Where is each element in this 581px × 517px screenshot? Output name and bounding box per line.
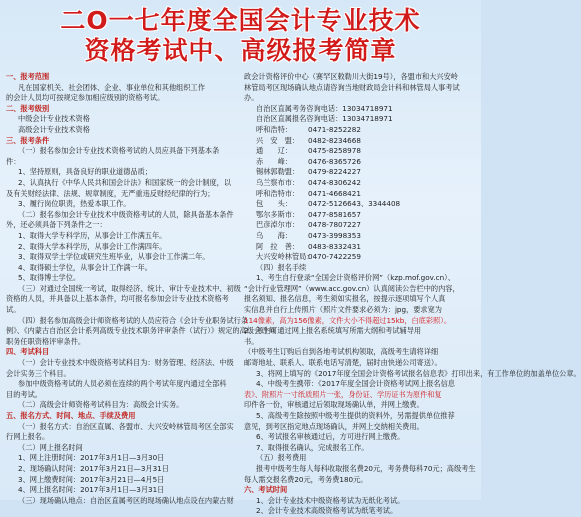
phone-row	[244, 157, 476, 168]
phone-region: 巴彦淖尔市：	[256, 220, 300, 230]
text-line: 5、取得博士学位。	[18, 273, 81, 283]
text-line: 每人需交报名费20元，考务费180元。	[244, 474, 368, 484]
section-heading: 二、报考级别	[6, 103, 50, 113]
text-line: 1、取得大学专科学历，从事会计工作满五年。	[18, 230, 167, 240]
phone-number: 0471-4668421	[308, 188, 361, 198]
text-line: 政会计资格评价中心（赛罕区敕勒川大街19号），各盟市和大兴安岭	[244, 72, 458, 81]
phone-number: 0478-7807227	[308, 220, 361, 230]
phone-row	[244, 136, 476, 147]
text-line: 4、中级考生携带：《2017年度全国会计资格考试网上报名信息	[256, 379, 455, 389]
text-line: 意见，到考区指定地点现场确认，并网上交纳相关费用。	[244, 421, 424, 431]
text-line: 例》、《内蒙古自治区会计系列高级专业技术职务评审条件（试行）》规定的高级会计师	[6, 326, 276, 336]
title-line-2: 资格考试中、高级报考简章	[84, 36, 397, 65]
phone-row	[244, 146, 476, 157]
phone-region: 乌 海：	[256, 230, 292, 240]
section-heading: 一、报考范围	[6, 72, 50, 81]
text-line: 1、考生自行登录“全国会计资格评价网”（kzp.mof.gov.cn）、	[256, 273, 455, 283]
text-line: 外，还必须具备下列条件之一：	[6, 220, 107, 230]
phone-number: 0470-7422259	[308, 252, 361, 262]
text-line: （五）报考费用	[256, 453, 307, 463]
phone-row	[244, 125, 476, 136]
phone-region: 赤 峰：	[256, 156, 292, 166]
phone-region: 呼和浩特市：	[256, 188, 300, 198]
text-line: 林管局考区现场确认地点请咨询当地财政局会计科和林管局人事考试	[244, 82, 460, 92]
text-line: 实信息并自行上传照片（照片文件要求必须为：jpg，要求宽为	[244, 305, 442, 315]
text-line: 7、取得报名确认，完成报名工作。	[256, 442, 369, 452]
text-line: （一）报名方式：自治区直属、各盟市、大兴安岭林管局考区全部实	[18, 421, 234, 431]
text-line: 报名须知、报名信息，考生须如实报名，按提示逐项填写个人真	[244, 294, 446, 304]
section-heading: 六、考试时间	[244, 485, 288, 495]
text-line: 5、高级考生除按照中级考生提供的资料外，另需提供单位推荐	[256, 411, 455, 420]
text-line: 试。	[6, 305, 21, 315]
text-line: 3、取得双学士学位或研究生班毕业，从事会计工作满二年。	[18, 252, 210, 262]
text-line: 1、会计专业技术中级资格考试为无纸化考试。	[256, 495, 405, 505]
text-line: 1、网上注册时间：2017年3月1日—3月30日	[18, 453, 165, 463]
text-line: 3、将网上填写的《2017年度全国会计资格考试报名信息表》打印出来，有工作单位的加盖单位公章。	[256, 368, 581, 378]
notice-title	[0, 6, 481, 66]
text-line: 职务任职资格评审条件。	[6, 336, 86, 346]
right-intro	[244, 72, 476, 125]
phone-row	[244, 242, 476, 253]
section-heading: 五、报名方式、时间、地点、手续及费用	[6, 411, 136, 420]
text-line: 资格的人员，并具备以上基本条件，均可报名参加会计专业技术资格考	[6, 294, 229, 304]
text-line: 自治区直属报名咨询电话：13034718971	[256, 114, 393, 124]
text-line: （二）高级会计师资格考试科目为：高级会计实务。	[18, 400, 184, 410]
phone-number: 0472-5126643、3344408	[308, 199, 401, 209]
text-line: 凡在国家机关、社会团体、企业、事业单位和其他组织工作	[18, 82, 205, 92]
phone-region: 包 头：	[256, 199, 292, 209]
text-line: 书。	[244, 336, 259, 346]
title-line-1: 二O一七年度全国会计专业技术	[60, 6, 421, 35]
phone-number: 0477-8581657	[308, 209, 361, 219]
text-line: （中级考生订购后自到各地考试机构领取，高级考生请将详细	[244, 347, 439, 357]
text-line: 2、会计专业技术高级资格考试为纸笔考试。	[256, 506, 398, 516]
phone-region: 大兴安岭林管局：	[256, 252, 314, 262]
phone-number: 0473-3998353	[308, 230, 361, 240]
text-line: 自治区直属考务咨询电话：13034718971	[256, 103, 393, 113]
text-line: 办。	[244, 93, 259, 103]
text-line: “会计行业管理网”（www.acc.gov.cn）认真阅读公告栏中的内容，	[244, 283, 460, 293]
text-line: 3、网上缴费时间：2017年3月21日—4月5日	[18, 474, 165, 484]
phone-row	[244, 189, 476, 200]
text-line: 3、履行岗位职责，热爱本职工作。	[18, 199, 131, 209]
phone-region: 阿 拉 善：	[256, 241, 300, 251]
text-line: 高级会计专业技术资格	[18, 124, 90, 134]
text-line: 6、考试报名审核通过后，方可进行网上缴费。	[256, 432, 405, 442]
text-line: 及有关财经法律、法规、规章制度，无严重违反财经纪律的行为；	[6, 188, 215, 198]
text-line: 4、网上报名时间：2017年3月1日—3月31日	[18, 485, 165, 495]
phone-region: 呼和浩特：	[256, 124, 292, 134]
section-heading: 四、考试科目	[6, 347, 50, 357]
phone-region: 兴 安 盟：	[256, 135, 300, 145]
text-line: （一）会计专业技术中级资格考试科目为：财务管理、经济法、中级	[18, 358, 234, 368]
phone-number: 0475-8258978	[308, 146, 361, 156]
phone-region: 鄂尔多斯市：	[256, 209, 300, 219]
right-body	[244, 262, 581, 517]
text-line: （四）报名参加高级会计师资格考试的人员应符合《会计专业职务试行条	[18, 315, 249, 325]
text-line: 报考中级考生每人每科收取报名费20元，考务费每科70元；高级考生	[256, 463, 476, 473]
phone-region: 乌兰察布市：	[256, 177, 300, 187]
text-line: （一）报名参加会计专业技术资格考试的人员应具备下列基本条	[18, 146, 220, 156]
phone-table	[244, 125, 476, 263]
phone-row	[244, 210, 476, 221]
text-line: （二）报名参加会计专业技术中级资格考试的人员，除具备基本条件	[18, 209, 234, 219]
phone-row	[244, 167, 476, 178]
section-heading: 三、报考条件	[6, 135, 50, 145]
text-line: 114像素，高为156像素，文件大小不得超过15kb，白底彩照）。	[244, 315, 452, 325]
text-line: 中级会计专业技术资格	[18, 114, 90, 124]
phone-number: 0474-8306242	[308, 177, 361, 187]
text-line: （三）现场确认地点：自治区直属考区的现场确认地点设在内蒙古财	[18, 495, 234, 505]
phone-row	[244, 178, 476, 189]
text-line: 4、取得硕士学位，从事会计工作满一年。	[18, 262, 152, 272]
phone-number: 0471-8252282	[308, 124, 361, 134]
text-line: 参加中级资格考试的人员必须在连续的两个考试年度内通过全部科	[18, 379, 227, 389]
text-line: 2、现场确认时间：2017年3月21日—3月31日	[18, 463, 169, 473]
phone-row	[244, 231, 476, 242]
text-line: 2、认真执行《中华人民共和国会计法》和国家统一的会计制度，以	[18, 177, 232, 187]
text-line: （四）报名手续	[256, 262, 307, 272]
phone-number: 0482-8234668	[308, 135, 361, 145]
phone-row	[244, 199, 476, 210]
text-line: 目的考试。	[6, 389, 42, 399]
phone-number: 0483-8332431	[308, 241, 361, 251]
text-line: 2、取得大学本科学历，从事会计工作满四年。	[18, 241, 167, 251]
text-line: （二）网上报名时间	[18, 442, 83, 452]
phone-row	[244, 252, 476, 263]
text-line: 件：	[6, 156, 21, 166]
text-line: 会计实务三个科目。	[6, 368, 71, 378]
text-line: 的会计人员均可按规定参加相应级别的资格考试。	[6, 93, 165, 103]
phone-number: 0476-8365726	[308, 156, 361, 166]
text-line: 1、坚持原则，具备良好的职业道德品质；	[18, 167, 152, 177]
phone-region: 锡林郭勒盟：	[256, 167, 300, 177]
text-line: 印件各一份，审核通过后领取现场确认单，并网上缴费。	[244, 400, 424, 410]
text-line: 2、考生可通过网上报名系统填写所需大纲和考试辅导用	[244, 326, 422, 336]
text-line: 表》、附照片一寸纸质照片一张，身份证、学历证书为原件和复	[244, 389, 442, 399]
text-line: （三）对通过全国统一考试，取得经济、统计、审计专业技术中、初级	[18, 283, 241, 293]
phone-row	[244, 220, 476, 231]
text-line: 行网上报名。	[6, 432, 50, 442]
text-line: 邮寄地址、联系人、联系电话写清楚，届时由快递公司寄送）。	[244, 358, 442, 368]
phone-number: 0479-8224227	[308, 167, 361, 177]
right-column	[244, 72, 581, 517]
phone-region: 通 辽：	[256, 146, 292, 156]
